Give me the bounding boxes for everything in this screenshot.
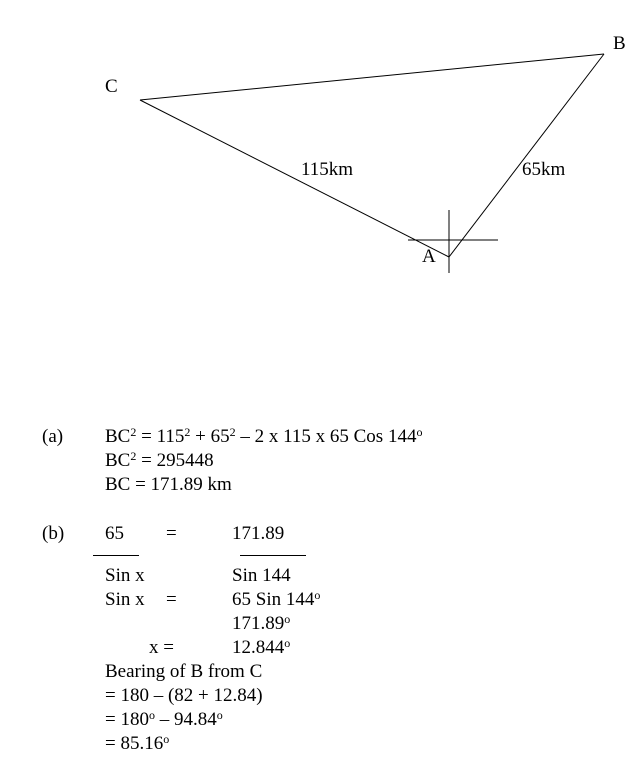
sine-rule-numerator-right: 171.89 <box>232 523 285 544</box>
vertex-b-label: B <box>613 33 626 54</box>
bc-result: BC = 171.89 km <box>105 474 232 495</box>
fraction-bar-right <box>240 555 306 556</box>
sine-rule-numerator-left: 65 <box>105 523 124 544</box>
side-cb <box>140 54 604 100</box>
bearing-step-2: = $180^o - 94.84^o$ <box>105 708 223 730</box>
bearing-title: Bearing of B from C <box>105 661 263 682</box>
fraction-bar-left <box>93 555 139 556</box>
side-ab <box>449 54 604 257</box>
x-value: 12.844$^o$ <box>232 636 291 658</box>
part-a-label: (a) <box>42 426 64 447</box>
sine-rule-equals: = <box>166 523 177 544</box>
x-equals-label: x = <box>149 637 174 658</box>
vertex-c-label: C <box>105 76 118 97</box>
sin-x-numerator: 65 Sin 144$^o$ <box>232 588 321 610</box>
sine-rule-denominator-left: Sin x <box>105 565 145 586</box>
side-ca <box>140 100 449 257</box>
bearing-result: = $85.16^o$ <box>105 732 170 754</box>
sin-x-denominator: 171.89$^o$ <box>232 612 291 634</box>
cosine-rule-equation: $BC^2 = 115^2 + 65^2 - 2$ x 115 x 65 Cos 144$^o$ <box>105 425 423 447</box>
part-b-label: (b) <box>42 523 65 544</box>
vertex-a-label: A <box>422 246 436 267</box>
sin-x-equals: = <box>166 589 177 610</box>
bc-squared-value: $BC^2 = 295448$ <box>105 449 214 471</box>
triangle-diagram <box>0 0 633 300</box>
bearing-step-1: = 180 – (82 + 12.84) <box>105 685 263 706</box>
side-ab-label: 65km <box>522 159 566 180</box>
side-ca-label: 115km <box>301 159 354 180</box>
sine-rule-denominator-right: Sin 144 <box>232 565 291 586</box>
sin-x-label: Sin x <box>105 589 145 610</box>
